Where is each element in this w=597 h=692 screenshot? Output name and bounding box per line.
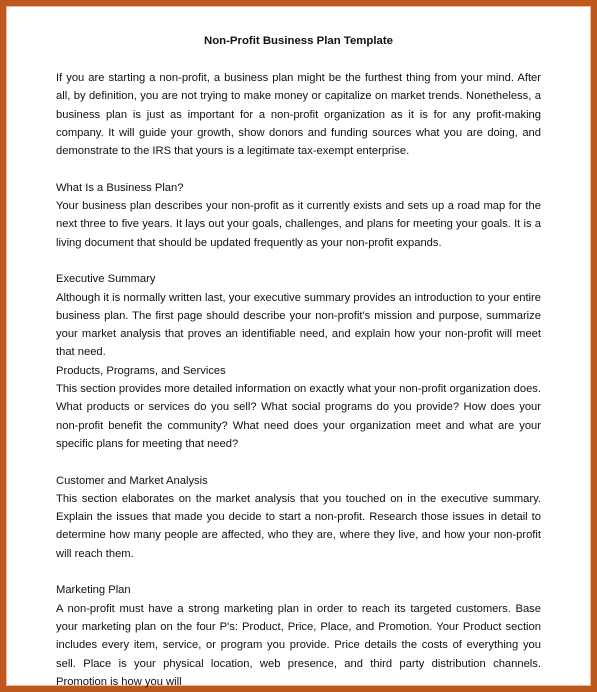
document-body [56, 34, 541, 691]
section-heading-customer-market-analysis: Customer and Market Analysis [56, 474, 208, 487]
section-heading-what-is-business-plan: What Is a Business Plan? [56, 181, 184, 194]
spacer [56, 252, 541, 270]
section-body-what-is-business-plan: Your business plan describes your non-profit as it currently exists and sets up a road map for the next three to five years. It lays out your goals, challenges, and plans for meeting your goals. It is a living document that should be updated frequently as your non-profit expands. [56, 200, 541, 249]
section-body-executive-summary: Although it is normally written last, your executive summary provides an introduction to your entire business plan. The first page should describe your non-profit's mission and purpose, summarize your market analysis that proves an identifiable need, and explain how your non-profit will meet that need. [56, 291, 541, 359]
spacer [56, 453, 541, 471]
section-body-marketing-plan: A non-profit must have a strong marketing plan in order to reach its targeted customers. Base your marketing plan on the four P's: Product, Price, Place, and Promotion. Your Product section includes every item, service, or program you provide. Price details the costs of everything you sell. Place is your physical location, web presence, and third party distribution channels. Promotion is how you will [56, 602, 541, 688]
section-heading-marketing-plan: Marketing Plan [56, 584, 131, 597]
section-heading-executive-summary: Executive Summary [56, 273, 156, 286]
intro-paragraph: If you are starting a non-profit, a business plan might be the furthest thing from your mind. After all, by definition, you are not trying to make money or capitalize on market trends. Nonetheless, a business plan is just as important for a non-profit organization as it is for any profit-making company. It will guide your growth, show donors and funding sources what you are doing, and demonstrate to the IRS that yours is a legitimate tax-exempt enterprise. [56, 72, 541, 158]
spacer [56, 160, 541, 178]
document-title: Non-Profit Business Plan Template [203, 35, 394, 47]
spacer [56, 563, 541, 581]
section-body-products-programs-services: This section provides more detailed information on exactly what your non-profit organization does. What products or services do you sell? What social programs do you provide? How does your non-profit benefit the community? What need does your organization meet and what are your specific plans for meeting that need? [56, 383, 541, 450]
section-heading-products-programs-services: Products, Programs, and Services [56, 364, 226, 377]
section-body-customer-market-analysis: This section elaborates on the market analysis that you touched on in the executive summary. Explain the issues that made you decide to start a non-profit. Research those issues in detail to determine how many people are affected, who they are, where they live, and how your non-profit will reach them. [56, 492, 541, 560]
